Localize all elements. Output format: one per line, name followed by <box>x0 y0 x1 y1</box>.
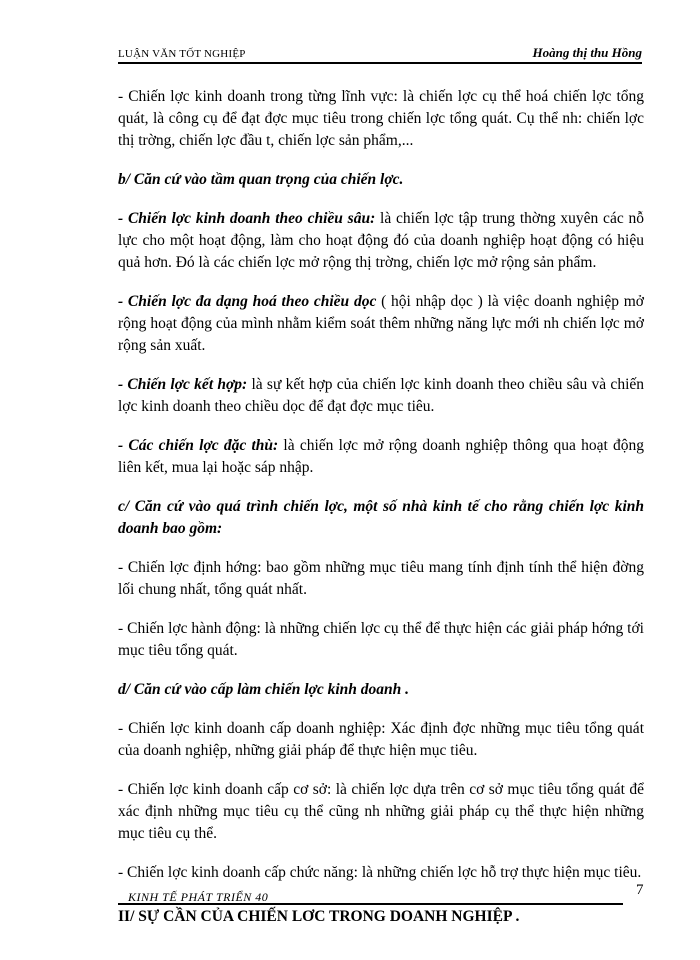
paragraph: - Chiến lợc kinh doanh cấp doanh nghiệp: Xác định đợc những mục tiêu tổng quát của doanh nghiệp, những giải pháp để thực hiện mục tiêu. <box>118 720 644 759</box>
term-label: - Các chiến lợc đặc thù: <box>118 437 279 454</box>
paragraph: - Chiến lợc hành động: là những chiến lợc cụ thể để thực hiện các giải pháp hớng tới mục tiêu tổng quát. <box>118 620 644 659</box>
footer-title: KINH TẾ PHÁT TRIỂN 40 <box>128 890 269 904</box>
page-number: 7 <box>636 882 644 898</box>
header-author: Hoàng thị thu Hồng <box>532 45 642 60</box>
term-label: - Chiến lợc đa dạng hoá theo chiều dọc <box>118 293 377 310</box>
document-body <box>118 86 644 945</box>
paragraph <box>118 435 644 479</box>
section-heading-c: c/ Căn cứ vào quá trình chiến lợc, một số nhà kinh tế cho rằng chiến lợc kinh doanh bao gồm: <box>118 498 644 537</box>
section-heading-d: d/ Căn cứ vào cấp làm chiến lợc kinh doanh . <box>118 681 410 698</box>
term-text: là chiến lợc tập trung thờng xuyên các nỗ lực cho một hoạt động, làm cho hoạt động đó của doanh nghiệp hoạt động có hiệu quả hơn. Đó là các chiến lợc mở rộng thị trờng, chiến lợc mở rộng sản phẩm. <box>118 210 644 271</box>
paragraph <box>118 374 644 418</box>
page-header <box>118 44 642 64</box>
term-label: - Chiến lợc kết hợp: <box>118 376 248 393</box>
paragraph: - Chiến lợc kinh doanh cấp cơ sở: là chiến lợc dựa trên cơ sở mục tiêu tổng quát để xác định những mục tiêu cụ thể cũng nh những giải pháp cụ thể thực hiện những mục tiêu cụ thể. <box>118 781 644 842</box>
paragraph: - Chiến lợc định hớng: bao gồm những mục tiêu mang tính định tính thể hiện đờng lối chung nhất, tổng quát nhất. <box>118 559 644 598</box>
section-heading-b: b/ Căn cứ vào tầm quan trọng của chiến lợc. <box>118 171 404 188</box>
section-heading-II: II/ SỰ CẦN CỦA CHIẾN LƠC TRONG DOANH NGHIỆP . <box>118 908 520 925</box>
paragraph: - Chiến lợc kinh doanh trong từng lĩnh vực: là chiến lợc cụ thể hoá chiến lợc tổng quát, là công cụ để đạt đợc mục tiêu trong chiến lợc tổng quát. Cụ thể nh: chiến lợc thị trờng, chiến lợc đầu t, chiến lợc sản phẩm,... <box>118 88 644 149</box>
paragraph: - Chiến lợc kinh doanh cấp chức năng: là những chiến lợc hỗ trợ thực hiện mục tiêu. <box>118 864 642 881</box>
term-text: là chiến lợc mở rộng doanh nghiệp thông qua hoạt động liên kết, mua lại hoặc sáp nhập. <box>118 437 644 476</box>
term-text: ( hội nhập dọc ) là việc doanh nghiệp mở rộng hoạt động của mình nhằm kiểm soát thêm những năng lực mới nh chiến lợc mở rộng sản xuất. <box>118 293 644 354</box>
paragraph <box>118 208 644 274</box>
page-footer <box>118 885 623 905</box>
header-title: LUẬN VĂN TỐT NGHIỆP <box>118 48 246 60</box>
paragraph <box>118 291 644 357</box>
term-label: - Chiến lợc kinh doanh theo chiều sâu: <box>118 210 376 227</box>
term-text: là sự kết hợp của chiến lợc kinh doanh theo chiều sâu và chiến lợc kinh doanh theo chiều dọc để đạt đợc mục tiêu. <box>118 376 645 415</box>
